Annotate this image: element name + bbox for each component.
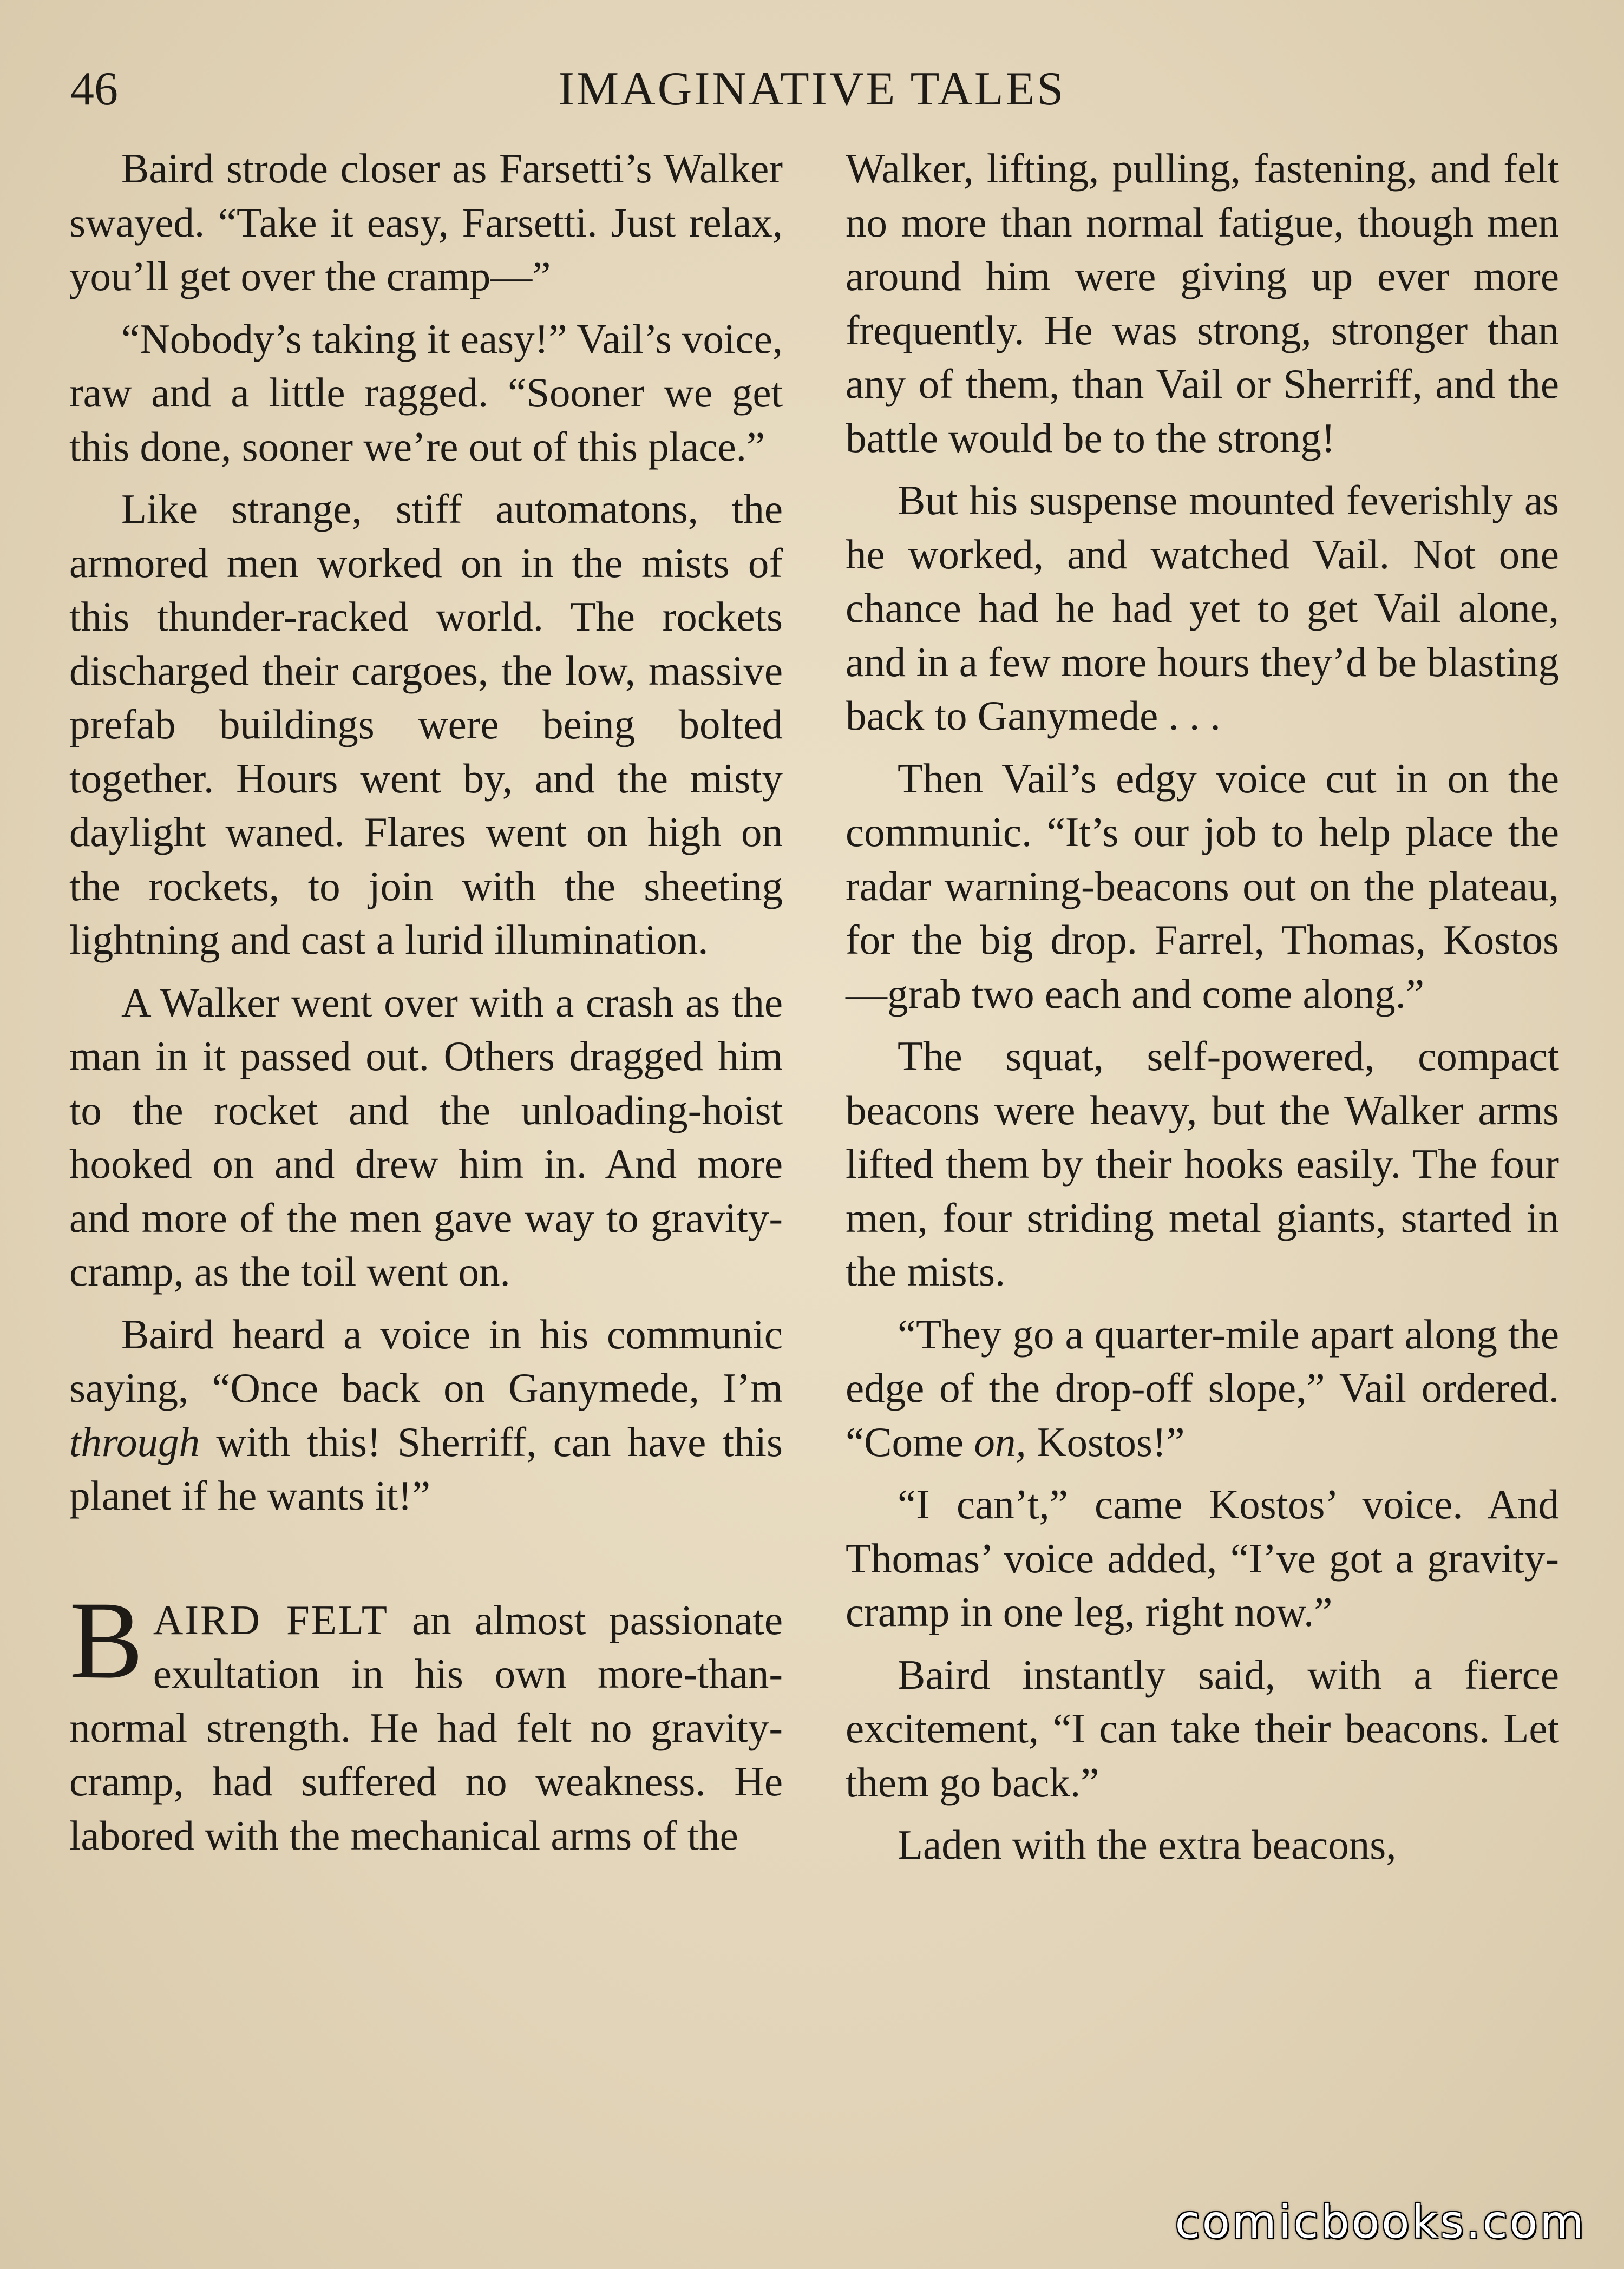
paragraph: The squat, self-powered, compact beacons were heavy, but the Walker arms lifted them by their hooks easily. The four men, four striding metal giants, started in the mists.: [846, 1033, 1559, 1295]
text-run: with this! Sherriff, can have this planet if he wants it!”: [69, 1418, 783, 1519]
paragraph: [69, 1308, 783, 1523]
text-run: Kostos!”: [1026, 1418, 1185, 1465]
drop-cap: B: [69, 1578, 143, 1702]
italic-word: on,: [974, 1418, 1026, 1465]
page-header: [70, 57, 1554, 122]
paragraph: Walker, lifting, pulling, fastening, and felt no more than normal fatigue, though men around him were giving up ever more frequently. He was strong, stronger than any of them, than Vail or Sherriff, and the battle would be to the strong!: [846, 145, 1559, 461]
watermark: comicbooks.com: [1175, 2195, 1586, 2248]
paragraph: Then Vail’s edgy voice cut in on the communic. “It’s our job to help place the radar warning-beacons out on the plateau, for the big drop. Farrel, Thomas, Kostos —grab two each and come along.”: [846, 755, 1559, 1017]
right-column: [846, 142, 1559, 1881]
paragraph: Like strange, stiff automatons, the armored men worked on in the mists of this thunder-racked world. The rockets discharged their cargoes, the low, massive prefab buildings were being bolted together. Hours went by, and the misty daylight waned. Flares went on high on the rockets, to join with the sheeting lightning and cast a lurid illumination.: [69, 486, 783, 963]
paragraph: But his suspense mounted feverishly as he worked, and watched Vail. Not one chance had he had yet to get Vail alone, and in a few more hours they’d be blasting back to Ganymede . . .: [846, 477, 1559, 739]
text-run: Baird heard a voice in his communic saying, “Once back on Ganymede, I’m: [69, 1310, 783, 1411]
paragraph: Baird instantly said, with a fierce excitement, “I can take their beacons. Let them go back.”: [846, 1651, 1559, 1806]
text-run: “They go a quarter-mile apart along the edge of the drop-off slope,” Vail ordered. “Come: [846, 1310, 1559, 1465]
italic-word: through: [69, 1418, 200, 1465]
page-number: 46: [70, 63, 118, 115]
paragraph: A Walker went over with a crash as the man in it passed out. Others dragged him to the rocket and the unloading-hoist hooked on and drew him in. And more and more of the men gave way to gravity-cramp, as the toil went on.: [69, 979, 783, 1295]
paragraph: Laden with the extra beacons,: [898, 1821, 1397, 1868]
paragraph: “Nobody’s taking it easy!” Vail’s voice, raw and a little ragged. “Sooner we get this done, sooner we’re out of this place.”: [69, 315, 783, 470]
paragraph: Baird strode closer as Farsetti’s Walker swayed. “Take it easy, Farsetti. Just relax, you’ll get over the cramp—”: [69, 145, 783, 299]
running-head: IMAGINATIVE TALES: [558, 63, 1066, 115]
left-column: [69, 142, 783, 1871]
text-run: an almost passionate exultation in his own more-than-normal strength. He had felt no gravity-cramp, had suffered no weakness. He labored with the mechanical arms of the: [69, 1596, 783, 1859]
paragraph: [846, 1308, 1559, 1470]
small-caps-lead: AIRD FELT: [153, 1596, 389, 1643]
section-opening-paragraph: [69, 1578, 783, 1863]
paragraph: “I can’t,” came Kostos’ voice. And Thomas’ voice added, “I’ve got a gravity-cramp in one leg, right now.”: [846, 1481, 1559, 1635]
